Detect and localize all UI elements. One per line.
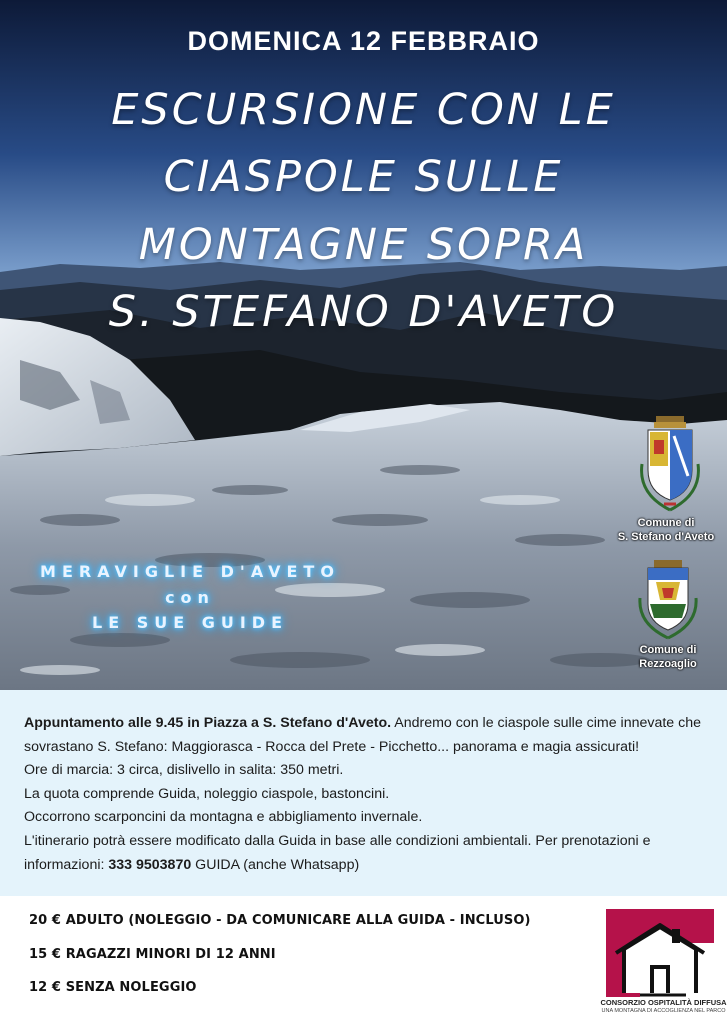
crest-label-line: Comune di — [637, 517, 695, 529]
info-itinerary-note: L'itinerario potrà essere modificato dalla Guida in base alle condizioni ambientali. Per prenotazioni e informazioni: — [24, 832, 651, 873]
coat-of-arms-icon — [632, 558, 704, 642]
phone-number[interactable]: 333 9503870 — [108, 856, 192, 873]
info-paragraph-1 — [24, 712, 703, 759]
price-no-rental: 12 € SENZA NOLEGGIO — [29, 980, 197, 995]
info-contact — [24, 830, 703, 877]
title-line-3: MONTAGNE SOPRA — [138, 220, 589, 270]
title-line-4: S. STEFANO D'AVETO — [108, 287, 619, 337]
house-logo-icon — [602, 909, 714, 997]
info-duration: Ore di marcia: 3 circa, dislivello in salita: 350 metri. — [24, 762, 344, 779]
crest-label-line: S. Stefano d'Aveto — [617, 531, 715, 543]
event-date: DOMENICA 12 FEBBRAIO — [187, 26, 540, 56]
price-kids: 15 € RAGAZZI MINORI DI 12 ANNI — [29, 947, 276, 962]
tagline-line-1: MERAVIGLIE D'AVETO — [40, 562, 340, 581]
info-panel — [0, 690, 727, 896]
info-equipment: Occorrono scarponcini da montagna e abbigliamento invernale. — [24, 809, 423, 826]
title-line-2: CIASPOLE SULLE — [163, 152, 564, 202]
crest-label-santo-stefano — [605, 516, 727, 544]
tagline-line-2: con — [165, 588, 215, 607]
meeting-point: Appuntamento alle 9.45 in Piazza a S. Stefano d'Aveto. — [24, 715, 392, 731]
price-adult: 20 € ADULTO (NOLEGGIO - DA COMUNICARE ALLA GUIDA - INCLUSO) — [29, 913, 531, 928]
crest-label-line: Comune di — [639, 644, 697, 656]
info-description: Andremo con le ciaspole sulle cime innevate che sovrastano S. Stefano: Maggiorasca - Rocca del Prete - Picchetto... panorama e magia assicurati! — [24, 715, 702, 755]
crest-label-rezzoaglio — [610, 643, 726, 671]
coat-of-arms-icon — [634, 414, 706, 514]
title-line-1: ESCURSIONE CON LE — [111, 85, 616, 135]
crest-label-line: Rezzoaglio — [639, 658, 697, 670]
guide-label: GUIDA (anche Whatsapp) — [191, 856, 360, 873]
tagline-line-3: LE SUE GUIDE — [92, 613, 288, 632]
logo-name: CONSORZIO OSPITALITÀ DIFFUSA — [600, 998, 727, 1007]
logo-subtitle: UNA MONTAGNA DI ACCOGLIENZA NEL PARCO — [601, 1008, 726, 1014]
info-included: La quota comprende Guida, noleggio ciaspole, bastoncini. — [24, 785, 390, 802]
